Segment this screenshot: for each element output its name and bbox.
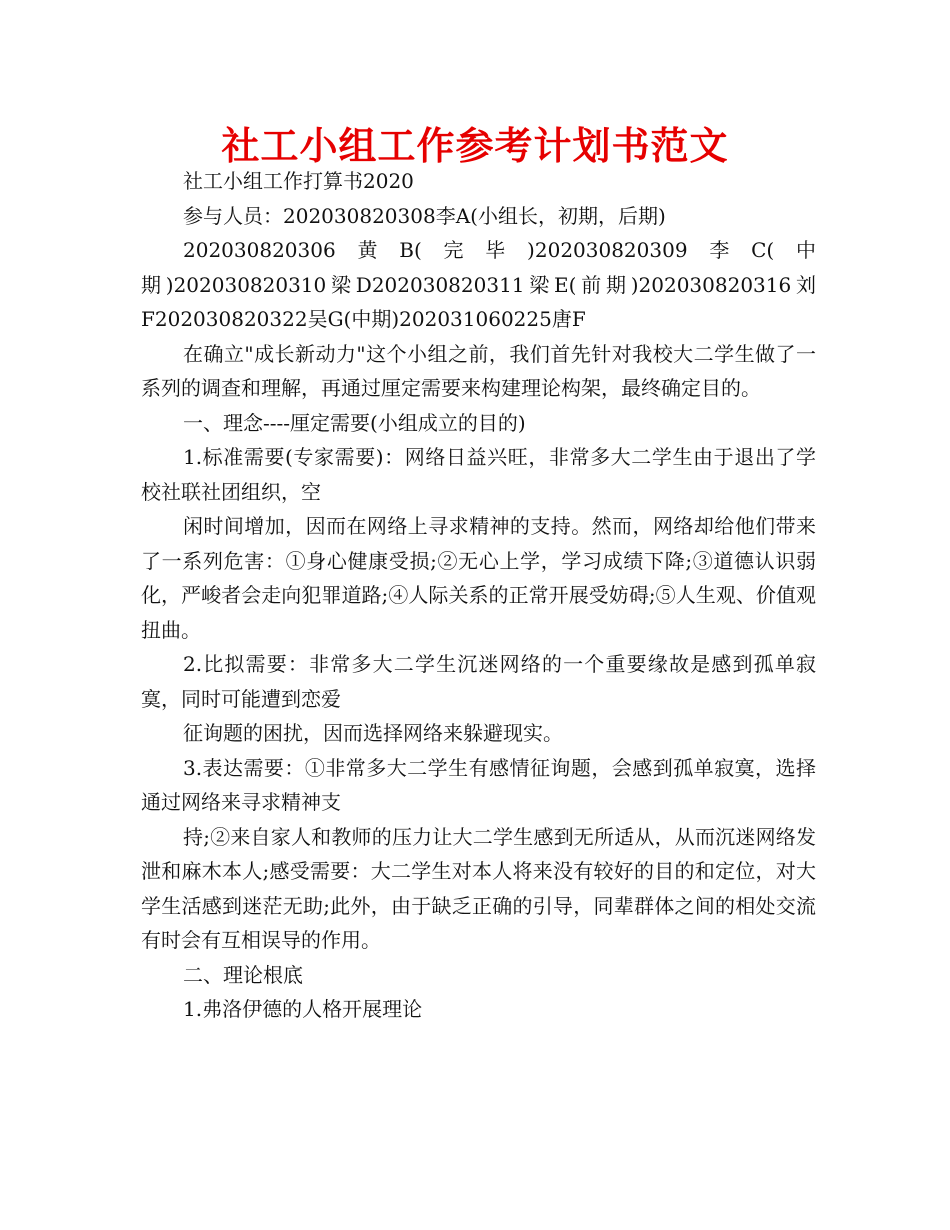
paragraph-member-list: 202030820306黄B(完毕)202030820309李C(中期)202030820310梁D202030820311梁E(前期)202030820316刘F202030820322吴G(中期)202031060225唐F [141,238,816,331]
paragraph-standard-need: 1.标准需要(专家需要)：网络日益兴旺，非常多大二学生由于退出了学校社联社团组织，空 [141,445,816,504]
paragraph-introduction: 在确立"成长新动力"这个小组之前，我们首先针对我校大二学生做了一系列的调查和理解，再通过厘定需要来构建理论构架，最终确定目的。 [141,341,816,400]
document-title: 社工小组工作参考计划书范文 [221,124,729,168]
paragraph-freud-theory: 1.弗洛伊德的人格开展理论 [183,997,423,1021]
paragraph-comparative-need-cont: 征询题的困扰，因而选择网络来躲避现实。 [183,721,563,745]
paragraph-expressed-need-cont: 持;②来自家人和教师的压力让大二学生感到无所适从，从而沉迷网络发泄和麻木本人;感受需要：大二学生对本人将来没有较好的目的和定位，对大学生活感到迷茫无助;此外，由于缺乏正确的引导，同辈群体之间的相处交流有时会有互相误导的作用。 [141,824,816,952]
paragraph-comparative-need: 2.比拟需要：非常多大二学生沉迷网络的一个重要缘故是感到孤单寂寞，同时可能遭到恋爱 [141,652,816,711]
paragraph-participants: 参与人员：202030820308李A(小组长，初期，后期) [183,203,666,228]
section-heading-concept: 一、理念----厘定需要(小组成立的目的) [183,410,526,435]
document-body [141,164,816,1027]
paragraph-plan-heading: 社工小组工作打算书2020 [183,169,414,193]
paragraph-expressed-need: 3.表达需要：①非常多大二学生有感情征询题，会感到孤单寂寞，选择通过网络来寻求精神支 [141,755,816,814]
paragraph-standard-need-cont: 闲时间增加，因而在网络上寻求精神的支持。然而，网络却给他们带来了一系列危害：①身心健康受损;②无心上学，学习成绩下降;③道德认识弱化，严峻者会走向犯罪道路;④人际关系的正常开展受妨碍;⑤人生观、价值观扭曲。 [141,514,816,642]
section-heading-theory: 二、理论根底 [183,962,303,987]
